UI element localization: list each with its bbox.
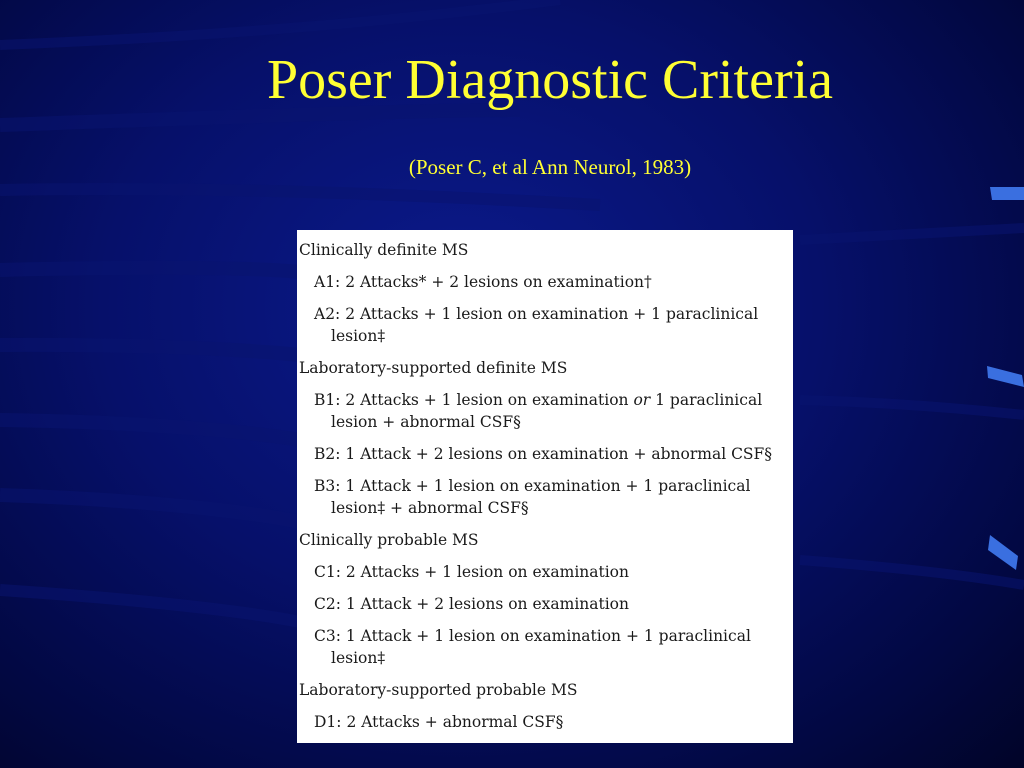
bg-stripe xyxy=(0,420,300,440)
edge-mark xyxy=(987,366,1024,387)
edge-mark xyxy=(990,187,1024,200)
section-heading-lab-supported-definite: Laboratory-supported definite MS xyxy=(299,359,568,377)
bg-stripe xyxy=(0,110,520,125)
bg-stripe xyxy=(800,228,1024,240)
criterion-text: C1: 2 Attacks + 1 lesion on examination xyxy=(314,563,629,581)
bg-stripe xyxy=(800,400,1024,415)
bg-stripe xyxy=(0,0,560,45)
criterion-text: C3: 1 Attack + 1 lesion on examination + 1 paraclinical xyxy=(314,627,751,645)
slide-title: Poser Diagnostic Criteria xyxy=(266,49,834,111)
criterion-text: B2: 1 Attack + 2 lesions on examination + abnormal CSF§ xyxy=(314,445,773,463)
criteria-table-image xyxy=(297,230,793,743)
criterion-text-continued: lesion‡ xyxy=(331,649,386,667)
criterion-text-part: B1: 2 Attacks + 1 lesion on examination xyxy=(314,391,634,409)
criterion-b2 xyxy=(297,443,793,465)
criterion-a2 xyxy=(297,303,793,347)
criterion-c3 xyxy=(297,625,793,669)
section-heading-clinically-definite: Clinically definite MS xyxy=(299,241,469,259)
criterion-a1 xyxy=(297,271,793,293)
bg-stripe xyxy=(800,560,1024,585)
edge-mark xyxy=(988,535,1018,570)
criterion-b1 xyxy=(297,389,793,433)
bg-stripe xyxy=(0,590,300,622)
bg-stripe xyxy=(0,268,300,272)
bg-stripe xyxy=(0,495,300,522)
criterion-text: B3: 1 Attack + 1 lesion on examination + 1 paraclinical xyxy=(314,477,751,495)
criterion-text: A2: 2 Attacks + 1 lesion on examination + 1 paraclinical xyxy=(314,305,759,323)
criterion-text: A1: 2 Attacks* + 2 lesions on examination† xyxy=(314,273,652,291)
criterion-c2 xyxy=(297,593,793,615)
criterion-text-part: 1 paraclinical xyxy=(650,391,763,409)
criterion-text-continued: lesion + abnormal CSF§ xyxy=(331,413,521,431)
criterion-text: C2: 1 Attack + 2 lesions on examination xyxy=(314,595,629,613)
section-heading-clinically-probable: Clinically probable MS xyxy=(299,531,479,549)
criterion-d1 xyxy=(297,711,793,733)
criterion-text-continued: lesion‡ xyxy=(331,327,386,345)
criterion-text xyxy=(314,389,793,411)
criterion-b3 xyxy=(297,475,793,519)
criterion-or-italic: or xyxy=(633,391,651,409)
section-heading-lab-supported-probable: Laboratory-supported probable MS xyxy=(299,681,578,699)
slide-subtitle: (Poser C, et al Ann Neurol, 1983) xyxy=(408,155,692,179)
criterion-text: D1: 2 Attacks + abnormal CSF§ xyxy=(314,713,564,731)
bg-stripe xyxy=(0,189,600,205)
criterion-text-continued: lesion‡ + abnormal CSF§ xyxy=(331,499,529,517)
bg-stripe xyxy=(0,345,300,355)
criterion-c1 xyxy=(297,561,793,583)
